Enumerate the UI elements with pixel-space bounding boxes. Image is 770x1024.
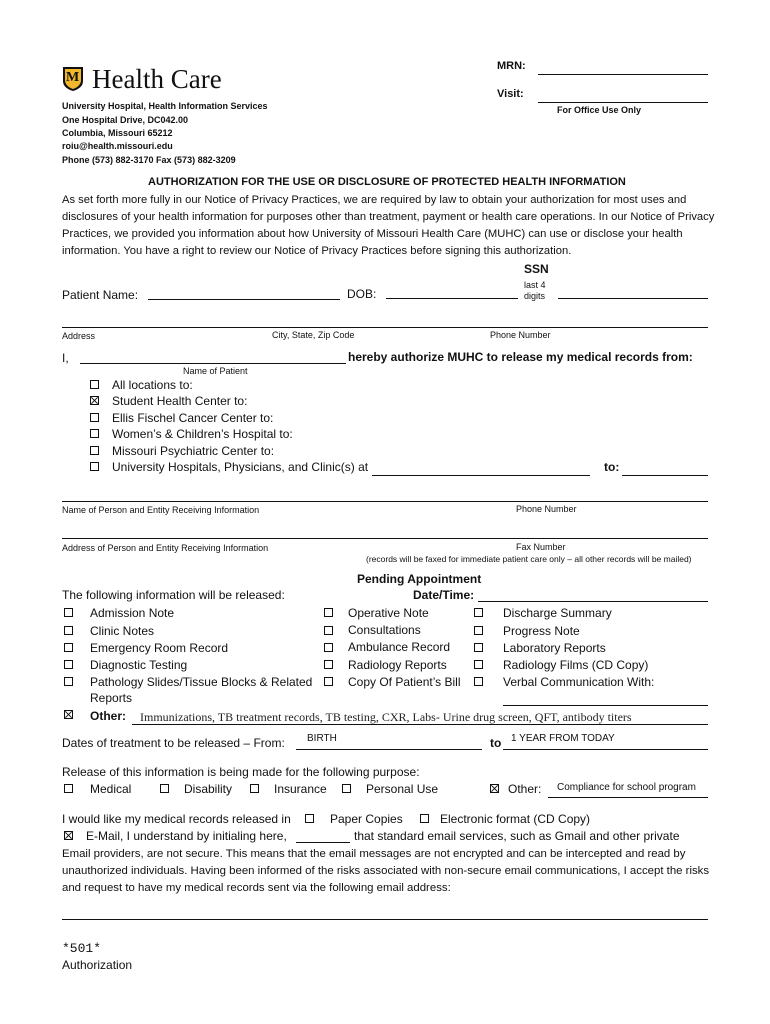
mrn-label: MRN: xyxy=(497,60,526,72)
dob-field[interactable] xyxy=(386,298,518,299)
purpose-medical: Medical xyxy=(90,782,132,796)
location-ellis-fischel: Ellis Fischel Cancer Center to: xyxy=(112,411,274,425)
verbal-communication-field[interactable] xyxy=(503,705,708,706)
checkbox-purpose-insurance[interactable] xyxy=(250,784,259,793)
checkbox-laboratory-reports[interactable] xyxy=(474,643,483,652)
checkbox-email[interactable] xyxy=(64,831,73,840)
checkbox-discharge-summary[interactable] xyxy=(474,608,483,617)
form-code: *501* xyxy=(62,941,102,956)
checkbox-womens-childrens[interactable] xyxy=(90,429,99,438)
clinic-field[interactable] xyxy=(372,475,590,476)
info-heading: The following information will be released: xyxy=(62,588,285,602)
purpose-disability: Disability xyxy=(184,782,233,796)
checkbox-student-health[interactable] xyxy=(90,396,99,405)
purpose-insurance: Insurance xyxy=(274,782,327,796)
location-university-hospitals: University Hospitals, Physicians, and Clinic(s) at xyxy=(112,460,369,474)
item-operative-note: Operative Note xyxy=(348,606,429,620)
location-missouri-psychiatric: Missouri Psychiatric Center to: xyxy=(112,444,275,458)
receiver-phone-label: Phone Number xyxy=(516,504,577,514)
checkbox-electronic[interactable] xyxy=(420,814,429,823)
checkbox-radiology-reports[interactable] xyxy=(324,660,333,669)
item-pathology-cont: Reports xyxy=(90,691,133,705)
item-verbal-communication: Verbal Communication With: xyxy=(503,675,655,689)
visit-label: Visit: xyxy=(497,88,524,100)
ssn-label: SSN xyxy=(524,262,549,276)
dates-label: Dates of treatment to be released – From: xyxy=(62,736,285,750)
dob-label: DOB: xyxy=(347,287,377,301)
delivery-lead: I would like my medical records released in xyxy=(62,812,291,826)
hospital-email: roiu@health.missouri.edu xyxy=(62,141,173,151)
dates-from-field[interactable] xyxy=(296,749,482,750)
pending-date-label: Date/Time: xyxy=(413,588,475,602)
brand-name: Health Care xyxy=(92,64,222,94)
checkbox-clinic-notes[interactable] xyxy=(64,626,73,635)
form-title: AUTHORIZATION FOR THE USE OR DISCLOSURE OF PROTECTED HEALTH INFORMATION xyxy=(148,176,626,188)
receiver-address-field[interactable] xyxy=(62,538,708,539)
item-radiology-reports: Radiology Reports xyxy=(348,658,447,672)
address-label: Address xyxy=(62,331,96,341)
purpose-other-label: Other: xyxy=(508,782,542,796)
hospital-city: Columbia, Missouri 65212 xyxy=(62,128,173,138)
checkbox-operative-note[interactable] xyxy=(324,608,333,617)
item-laboratory-reports: Laboratory Reports xyxy=(503,641,606,655)
hospital-address: One Hospital Drive, DC042.00 xyxy=(62,115,189,125)
delivery-paper: Paper Copies xyxy=(330,812,403,826)
email-address-field[interactable] xyxy=(62,919,708,920)
hospital-name: University Hospital, Health Information Services xyxy=(62,101,268,111)
dates-to-value[interactable]: 1 YEAR FROM TODAY xyxy=(511,733,615,744)
authorize-statement: hereby authorize MUHC to release my medical records from: xyxy=(348,350,693,364)
item-patient-bill: Copy Of Patient’s Bill xyxy=(348,675,461,689)
receiver-name-label: Name of Person and Entity Receiving Information xyxy=(62,505,260,515)
checkbox-pathology[interactable] xyxy=(64,677,73,686)
item-consultations: Consultations xyxy=(348,623,421,637)
delivery-email-a: E-Mail, I understand by initialing here, xyxy=(86,829,287,843)
checkbox-progress-note[interactable] xyxy=(474,626,483,635)
delivery-email-b: that standard email services, such as Gmail and other private xyxy=(354,829,680,843)
other-info-value[interactable]: Immunizations, TB treatment records, TB testing, CXR, Labs- Urine drug screen, QFT, antibody titers xyxy=(140,710,632,724)
logo-letter: M xyxy=(66,70,80,85)
name-of-patient-label: Name of Patient xyxy=(183,366,248,376)
item-discharge-summary: Discharge Summary xyxy=(503,606,612,620)
checkbox-diagnostic-testing[interactable] xyxy=(64,660,73,669)
checkbox-paper-copies[interactable] xyxy=(305,814,314,823)
form-label: Authorization xyxy=(62,958,133,972)
initials-field[interactable] xyxy=(296,842,350,843)
patient-name-label: Patient Name: xyxy=(62,288,139,302)
delivery-electronic: Electronic format (CD Copy) xyxy=(440,812,591,826)
purpose-personal: Personal Use xyxy=(366,782,439,796)
checkbox-verbal-communication[interactable] xyxy=(474,677,483,686)
phone-label: Phone Number xyxy=(490,330,551,340)
i-label: I, xyxy=(62,351,69,365)
checkbox-admission-note[interactable] xyxy=(64,608,73,617)
email-disclaimer: Email providers, are not secure. This means that the email messages are not encrypted and can be intercepted and read by unauthorized individuals. Having been informed of the risks associated with non-secure email communications, I accept the risks and request to have my medical records sent via the following email address: xyxy=(62,848,710,894)
checkbox-emergency-room[interactable] xyxy=(64,643,73,652)
purpose-other-field[interactable] xyxy=(548,797,708,798)
city-label: City, State, Zip Code xyxy=(272,330,355,340)
item-ambulance-record: Ambulance Record xyxy=(348,640,451,654)
office-use-note: For Office Use Only xyxy=(557,105,642,115)
logo xyxy=(62,66,84,92)
dates-to-field[interactable] xyxy=(503,749,708,750)
receiver-name-field[interactable] xyxy=(62,501,708,502)
fax-label: Fax Number xyxy=(516,542,566,552)
pending-date-field[interactable] xyxy=(478,601,708,602)
dates-to-label: to xyxy=(490,736,502,750)
item-diagnostic-testing: Diagnostic Testing xyxy=(90,658,188,672)
to-field[interactable] xyxy=(622,475,708,476)
checkbox-patient-bill[interactable] xyxy=(324,677,333,686)
item-clinic-notes: Clinic Notes xyxy=(90,624,155,638)
checkbox-purpose-other[interactable] xyxy=(490,784,499,793)
to-label: to: xyxy=(604,460,620,474)
checkbox-all-locations[interactable] xyxy=(90,380,99,389)
checkbox-other-info[interactable] xyxy=(64,710,73,719)
checkbox-consultations[interactable] xyxy=(324,626,333,635)
purpose-heading: Release of this information is being made for the following purpose: xyxy=(62,765,420,779)
other-info-field[interactable] xyxy=(132,724,708,725)
mrn-field[interactable] xyxy=(538,74,708,75)
item-pathology: Pathology Slides/Tissue Blocks & Related xyxy=(90,675,313,689)
location-all: All locations to: xyxy=(112,378,193,392)
pending-appointment-label: Pending Appointment xyxy=(357,572,482,586)
other-info-label: Other: xyxy=(90,709,126,723)
item-radiology-films: Radiology Films (CD Copy) xyxy=(503,658,649,672)
hospital-phone: Phone (573) 882-3170 Fax (573) 882-3209 xyxy=(62,155,236,165)
item-emergency-room: Emergency Room Record xyxy=(90,641,229,655)
checkbox-purpose-personal[interactable] xyxy=(342,784,351,793)
checkbox-ellis-fischel[interactable] xyxy=(90,413,99,422)
visit-field[interactable] xyxy=(538,102,708,103)
checkbox-radiology-films[interactable] xyxy=(474,660,483,669)
dates-from-value[interactable]: BIRTH xyxy=(307,733,337,744)
authorizer-name-field[interactable] xyxy=(80,363,346,364)
location-womens-childrens: Women’s & Children’s Hospital to: xyxy=(112,427,293,441)
receiver-address-label: Address of Person and Entity Receiving Information xyxy=(62,543,269,553)
ssn-sublabel: last 4 digits xyxy=(524,280,546,301)
fax-note: (records will be faxed for immediate patient care only – all other records will be mailed) xyxy=(366,554,692,564)
checkbox-purpose-disability[interactable] xyxy=(160,784,169,793)
checkbox-missouri-psychiatric[interactable] xyxy=(90,446,99,455)
address-field[interactable] xyxy=(62,327,708,328)
purpose-other-value[interactable]: Compliance for school program xyxy=(557,782,696,793)
item-progress-note: Progress Note xyxy=(503,624,580,638)
checkbox-ambulance-record[interactable] xyxy=(324,643,333,652)
location-student-health: Student Health Center to: xyxy=(112,394,248,408)
checkbox-university-hospitals[interactable] xyxy=(90,462,99,471)
ssn-field[interactable] xyxy=(558,298,708,299)
intro-paragraph: As set forth more fully in our Notice of Privacy Practices, we are required by law to obtain your authorization for most uses and disclosures of your health information for purposes other than treatment, payment or health care operations. In our Notice of Privacy Practices, we provided you information about how University of Missouri Health Care (MUHC) can use or disclose your health information. You have a right to review our Notice of Privacy Practices before signing this authorization. xyxy=(62,194,715,257)
patient-name-field[interactable] xyxy=(148,299,340,300)
item-admission-note: Admission Note xyxy=(90,606,175,620)
checkbox-purpose-medical[interactable] xyxy=(64,784,73,793)
